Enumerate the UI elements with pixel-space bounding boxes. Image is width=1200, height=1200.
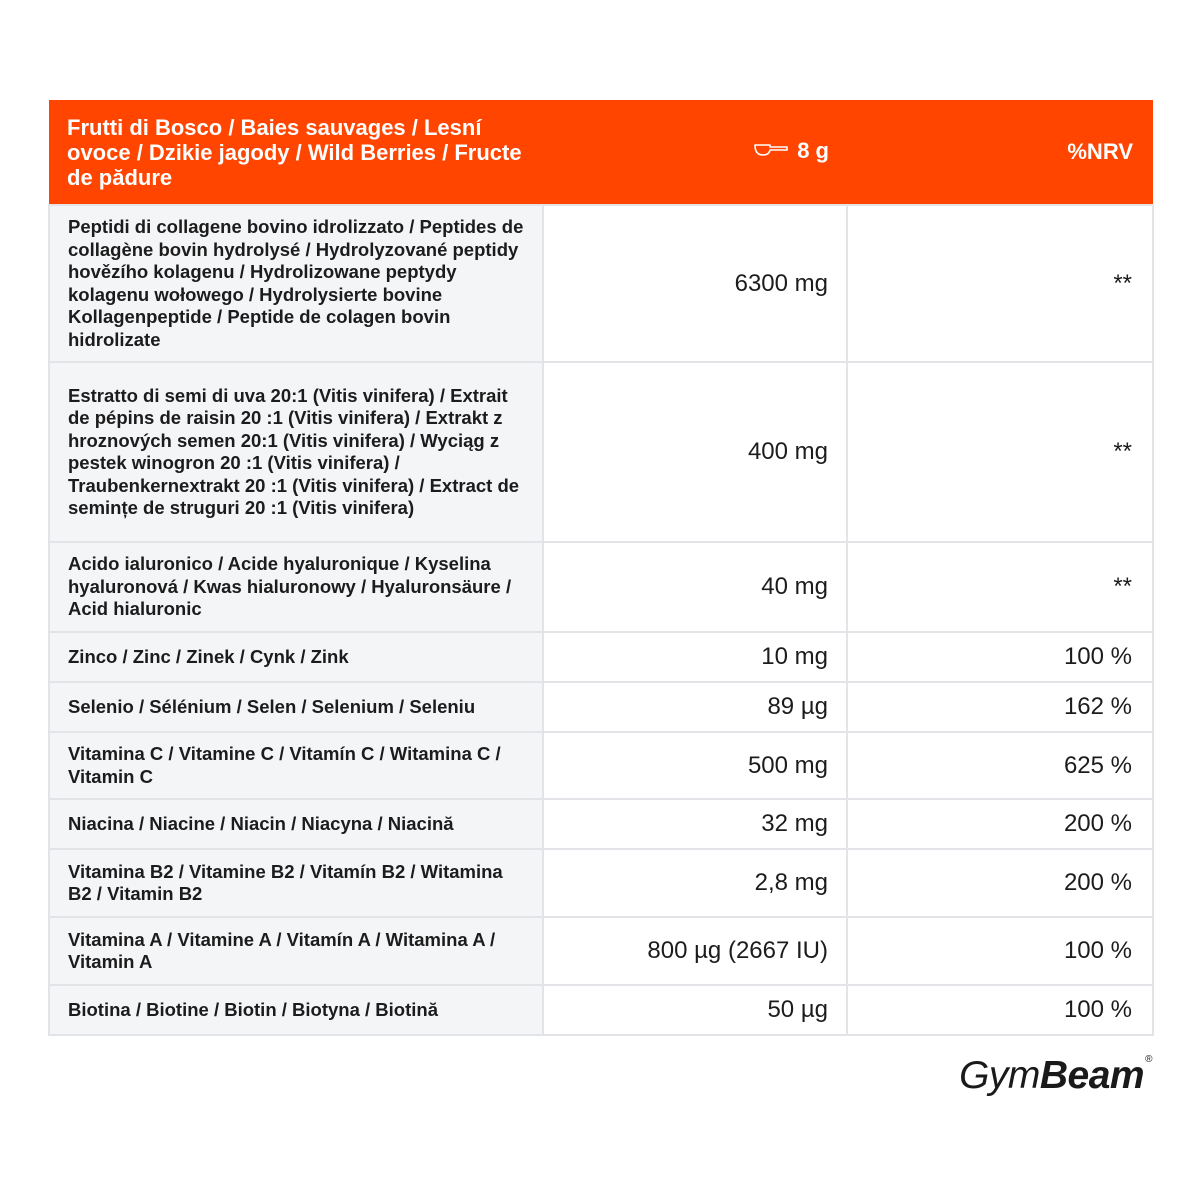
serving-heading [543, 100, 847, 205]
nutrient-name: Peptidi di collagene bovino idrolizzato / Peptides de collagène bovin hydrolysé / Hydrolyzované peptidy hovězího kolagenu / Hydrolizowane peptydy kolagenu wołowego / Hydrolysierte bovine Kollagenpeptide / Peptide de colagen bovin hidrolizate [49, 205, 543, 362]
nutrient-amount: 400 mg [543, 362, 847, 542]
nutrition-table [48, 100, 1154, 1036]
flavour-heading: Frutti di Bosco / Baies sauvages / Lesní ovoce / Dzikie jagody / Wild Berries / Fructe de pădure [49, 100, 543, 205]
table-row [49, 682, 1153, 732]
nutrient-nrv: 625 % [847, 732, 1153, 799]
nutrient-nrv: 100 % [847, 917, 1153, 985]
nutrient-amount: 500 mg [543, 732, 847, 799]
nutrient-name: Zinco / Zinc / Zinek / Cynk / Zink [49, 632, 543, 682]
logo-text-beam: Beam [1039, 1054, 1145, 1097]
nutrient-nrv: 100 % [847, 632, 1153, 682]
nutrient-name: Selenio / Sélénium / Selen / Selenium / Seleniu [49, 682, 543, 732]
nutrient-nrv: ** [847, 205, 1153, 362]
gymbeam-logo [959, 1054, 1152, 1098]
nutrient-amount: 89 µg [543, 682, 847, 732]
nutrient-nrv: 200 % [847, 799, 1153, 849]
nutrient-name: Vitamina C / Vitamine C / Vitamín C / Witamina C / Vitamin C [49, 732, 543, 799]
nutrient-amount: 10 mg [543, 632, 847, 682]
serving-size: 8 g [797, 138, 829, 164]
logo-text-gym: Gym [959, 1054, 1040, 1097]
nutrient-nrv: 162 % [847, 682, 1153, 732]
registered-mark: ® [1145, 1054, 1152, 1065]
nutrient-name: Acido ialuronico / Acide hyaluronique / Kyselina hyaluronová / Kwas hialuronowy / Hyaluronsäure / Acid hialuronic [49, 542, 543, 632]
nutrient-amount: 800 µg (2667 IU) [543, 917, 847, 985]
table-header-row [49, 100, 1153, 205]
table-row [49, 362, 1153, 542]
nutrient-amount: 2,8 mg [543, 849, 847, 917]
nutrient-amount: 40 mg [543, 542, 847, 632]
table-row [49, 849, 1153, 917]
nutrient-amount: 32 mg [543, 799, 847, 849]
nutrient-amount: 6300 mg [543, 205, 847, 362]
nutrient-nrv: 100 % [847, 985, 1153, 1035]
nutrient-nrv: 200 % [847, 849, 1153, 917]
nutrient-name: Vitamina A / Vitamine A / Vitamín A / Witamina A / Vitamin A [49, 917, 543, 985]
nutrient-name: Biotina / Biotine / Biotin / Biotyna / Biotină [49, 985, 543, 1035]
table-row [49, 732, 1153, 799]
table-row [49, 542, 1153, 632]
nutrient-nrv: ** [847, 542, 1153, 632]
nutrient-name: Estratto di semi di uva 20:1 (Vitis vinifera) / Extrait de pépins de raisin 20 :1 (Vitis vinifera) / Extrakt z hroznových semen 20:1 (Vitis vinifera) / Wyciąg z pestek winogron 20 :1 (Vitis vinifera) / Traubenkernextrakt 20 :1 (Vitis vinifera) / Extract de semințe de struguri 20 :1 (Vitis vinifera) [49, 362, 543, 542]
nutrient-amount: 50 µg [543, 985, 847, 1035]
nutrient-nrv: ** [847, 362, 1153, 542]
table-row [49, 632, 1153, 682]
nutrient-name: Vitamina B2 / Vitamine B2 / Vitamín B2 / Witamina B2 / Vitamin B2 [49, 849, 543, 917]
table-row [49, 205, 1153, 362]
scoop-icon [753, 138, 789, 164]
nutrient-name: Niacina / Niacine / Niacin / Niacyna / Niacină [49, 799, 543, 849]
nrv-heading: %NRV [847, 100, 1153, 205]
table-row [49, 985, 1153, 1035]
table-row [49, 799, 1153, 849]
table-row [49, 917, 1153, 985]
